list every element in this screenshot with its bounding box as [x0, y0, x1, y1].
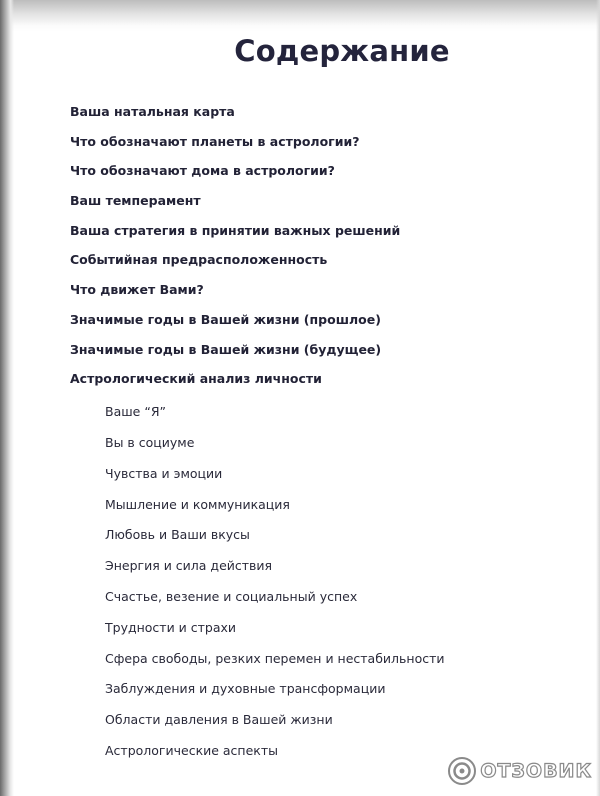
top-page-shadow — [0, 0, 600, 32]
toc-subitem[interactable]: Трудности и страхи — [105, 620, 237, 635]
toc-subitem[interactable]: Мышление и коммуникация — [105, 497, 290, 512]
toc-subitem[interactable]: Вы в социуме — [105, 435, 195, 450]
toc-subitem[interactable]: Чувства и эмоции — [105, 466, 223, 481]
toc-item[interactable]: Что обозначают планеты в астрологии? — [70, 134, 360, 149]
toc-subitem[interactable]: Любовь и Ваши вкусы — [105, 527, 250, 542]
toc-item[interactable]: Событийная предрасположенность — [70, 252, 328, 267]
toc-subitem[interactable]: Ваше “Я” — [105, 404, 166, 419]
toc-item[interactable]: Ваша натальная карта — [70, 104, 235, 119]
toc-item[interactable]: Что обозначают дома в астрологии? — [70, 163, 335, 178]
toc-subitem[interactable]: Области давления в Вашей жизни — [105, 712, 333, 727]
left-page-shadow — [0, 0, 14, 796]
toc-subitem[interactable]: Счастье, везение и социальный успех — [105, 589, 358, 604]
toc-item[interactable]: Что движет Вами? — [70, 282, 204, 297]
toc-item[interactable]: Значимые годы в Вашей жизни (будущее) — [70, 342, 382, 357]
right-page-shadow — [596, 0, 600, 796]
page-title: Содержание — [234, 34, 450, 68]
otzovik-logo-icon — [447, 756, 477, 786]
toc-item[interactable]: Значимые годы в Вашей жизни (прошлое) — [70, 312, 381, 327]
toc-item[interactable]: Ваша стратегия в принятии важных решений — [70, 223, 401, 238]
otzovik-watermark — [447, 756, 592, 786]
toc-subitem[interactable]: Заблуждения и духовные трансформации — [105, 681, 386, 696]
toc-item[interactable]: Астрологический анализ личности — [70, 371, 322, 386]
toc-subitem[interactable]: Астрологические аспекты — [105, 743, 278, 758]
toc-item[interactable]: Ваш темперамент — [70, 193, 201, 208]
toc-subitem[interactable]: Энергия и сила действия — [105, 558, 273, 573]
watermark-text: ОТЗОВИК — [480, 760, 592, 782]
toc-subitem[interactable]: Сфера свободы, резких перемен и нестабильности — [105, 651, 445, 666]
